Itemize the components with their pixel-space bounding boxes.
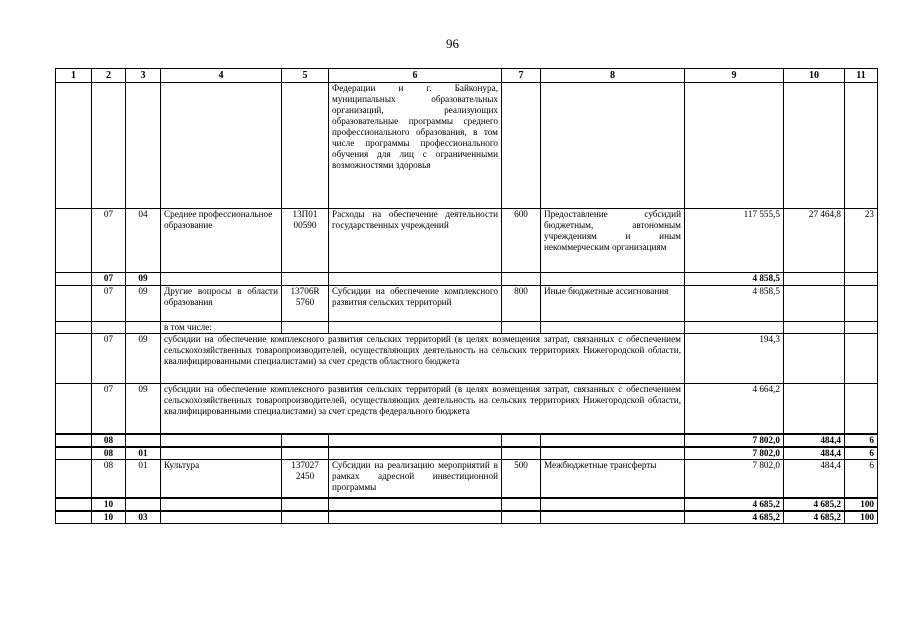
- section-code: 07: [92, 209, 126, 273]
- percent-executed: 6: [845, 447, 878, 460]
- subsection-name: Культура: [161, 460, 282, 498]
- column-header: 10: [784, 69, 845, 83]
- table-row: [56, 273, 878, 286]
- subsection-name: Среднее профессиональное образование: [161, 209, 282, 273]
- amount-plan: 7 802,0: [685, 460, 784, 498]
- amount-plan: 4 664,2: [685, 384, 784, 434]
- amount-actual: 4 685,2: [784, 511, 845, 524]
- expense-type-name: Предоставление субсидий бюджетным, автономным учреждениям и иным некоммерческим организациям: [541, 209, 685, 273]
- subsection-code: 09: [126, 384, 161, 434]
- section-code: 08: [92, 434, 126, 447]
- including-label: в том числе:: [161, 322, 282, 334]
- amount-actual: 27 464,8: [784, 209, 845, 273]
- expense-type-code: 500: [502, 460, 541, 498]
- subsection-code: 09: [126, 334, 161, 384]
- amount-plan: 4 685,2: [685, 511, 784, 524]
- percent-executed: 100: [845, 511, 878, 524]
- table-row: [56, 384, 878, 434]
- percent-executed: 6: [845, 434, 878, 447]
- column-header: 1: [56, 69, 92, 83]
- column-header: 11: [845, 69, 878, 83]
- subsection-code: 01: [126, 447, 161, 460]
- section-code: 08: [92, 460, 126, 498]
- target-article-code: 13706R 5760: [282, 286, 329, 322]
- section-code: 08: [92, 447, 126, 460]
- section-code: 07: [92, 334, 126, 384]
- column-header: 6: [329, 69, 502, 83]
- table-row: [56, 334, 878, 384]
- subsection-code: 01: [126, 460, 161, 498]
- table-row: [56, 209, 878, 273]
- amount-plan: 117 555,5: [685, 209, 784, 273]
- article-name: Расходы на обеспечение деятельности государственных учреждений: [329, 209, 502, 273]
- amount-plan: 4 685,2: [685, 498, 784, 511]
- column-header: 8: [541, 69, 685, 83]
- section-code: 07: [92, 286, 126, 322]
- amount-plan: 4 858,5: [685, 286, 784, 322]
- subsection-code: 04: [126, 209, 161, 273]
- section-code: 07: [92, 384, 126, 434]
- subsection-code: 03: [126, 511, 161, 524]
- column-header: 7: [502, 69, 541, 83]
- expense-type-code: 800: [502, 286, 541, 322]
- article-name: Субсидии на обеспечение комплексного развития сельских территорий: [329, 286, 502, 322]
- expense-type-name: Межбюджетные трансферты: [541, 460, 685, 498]
- subsidy-description: субсидии на обеспечение комплексного развития сельских территорий (в целях возмещения затрат, связанных с обеспечением сельскохозяйственных товаропроизводителей, осуществляющих деятельность на сельских территориях Нижегородской области, квалифицированными специалистами) за счет средств федерального бюджета: [161, 384, 685, 434]
- column-header: 9: [685, 69, 784, 83]
- page-number: 96: [446, 36, 459, 51]
- column-header: 4: [161, 69, 282, 83]
- expense-type-code: 600: [502, 209, 541, 273]
- column-header: 2: [92, 69, 126, 83]
- percent-executed: 23: [845, 209, 878, 273]
- expense-type-name: Иные бюджетные ассигнования: [541, 286, 685, 322]
- table-row: [56, 460, 878, 498]
- section-code: 07: [92, 273, 126, 286]
- table-row: [56, 498, 878, 511]
- column-header: 5: [282, 69, 329, 83]
- table-row: [56, 447, 878, 460]
- amount-actual: 484,4: [784, 460, 845, 498]
- table-row: [56, 83, 878, 209]
- section-code: 10: [92, 511, 126, 524]
- amount-actual: 4 685,2: [784, 498, 845, 511]
- table-row: [56, 322, 878, 334]
- target-article-code: 13П01 00590: [282, 209, 329, 273]
- table-row: [56, 511, 878, 524]
- amount-plan: 7 802,0: [685, 434, 784, 447]
- table-header-row: [56, 69, 878, 83]
- amount-actual: 484,4: [784, 447, 845, 460]
- section-code: 10: [92, 498, 126, 511]
- table-row: [56, 434, 878, 447]
- budget-table: [55, 68, 878, 524]
- subsection-name: Другие вопросы в области образования: [161, 286, 282, 322]
- percent-executed: 100: [845, 498, 878, 511]
- amount-plan: 7 802,0: [685, 447, 784, 460]
- column-header: 3: [126, 69, 161, 83]
- purpose-description: Федерации и г. Байконура, муниципальных образовательных организаций, реализующих образовательные программы среднего профессионального образования, в том числе программы профессионального обучения для лиц с ограниченными возможностями здоровья: [329, 83, 502, 209]
- amount-plan: 4 858,5: [685, 273, 784, 286]
- percent-executed: 6: [845, 460, 878, 498]
- subsection-code: 09: [126, 273, 161, 286]
- subsection-code: 09: [126, 286, 161, 322]
- amount-plan: 194,3: [685, 334, 784, 384]
- target-article-code: 137027 2450: [282, 460, 329, 498]
- table-row: [56, 286, 878, 322]
- subsidy-description: субсидии на обеспечение комплексного развития сельских территорий (в целях возмещения затрат, связанных с обеспечением сельскохозяйственных товаропроизводителей, осуществляющих деятельность на сельских территориях Нижегородской области, квалифицированными специалистами) за счет средств областного бюджета: [161, 334, 685, 384]
- article-name: Субсидии на реализацию мероприятий в рамках адресной инвестиционной программы: [329, 460, 502, 498]
- amount-actual: 484,4: [784, 434, 845, 447]
